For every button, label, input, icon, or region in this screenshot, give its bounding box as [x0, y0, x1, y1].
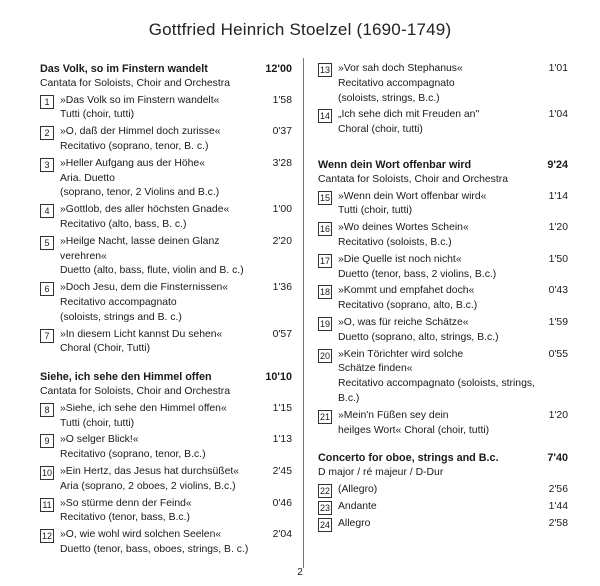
- track-row: [318, 62, 568, 106]
- track-description: Duetto (soprano, alto, strings, B.c.): [338, 331, 499, 343]
- track-body: [60, 433, 292, 463]
- track-body: [338, 221, 568, 251]
- track-body: [338, 108, 568, 138]
- track-duration: 1'36: [272, 282, 292, 294]
- track-duration: 1'59: [548, 316, 568, 328]
- track-row: [40, 402, 292, 432]
- track-row: [40, 94, 292, 124]
- track-body: [60, 528, 292, 558]
- track-line: [60, 94, 292, 109]
- track-number: 16: [319, 224, 330, 235]
- track-description: Recitativo accompagnato: [338, 77, 455, 89]
- track-duration: 1'50: [548, 253, 568, 265]
- page-title: Gottfried Heinrich Stoelzel (1690-1749): [148, 20, 452, 39]
- track-title: »O, wie wohl wird solchen Seelen«: [60, 529, 222, 541]
- track-description: Recitativo (soprano, alto, B.c.): [338, 300, 478, 312]
- track-row: [40, 203, 292, 233]
- track-row: [40, 157, 292, 201]
- track-duration: 2'45: [272, 465, 292, 477]
- track-title: »Ein Hertz, das Jesus hat durchsüßet«: [60, 465, 240, 477]
- track-line: [338, 500, 568, 515]
- track-title: »Vor sah doch Stephanus«: [338, 63, 463, 74]
- track-title: »Wenn dein Wort offenbar wird«: [338, 190, 487, 202]
- work-block: [40, 62, 292, 357]
- track-number: 1: [40, 95, 54, 109]
- track-line: [338, 221, 568, 236]
- track-number: 19: [319, 318, 330, 329]
- track-body: [338, 500, 568, 515]
- track-number: 22: [319, 485, 330, 496]
- track-row: [40, 125, 292, 155]
- track-number: 24: [319, 519, 330, 530]
- track-duration: 1'15: [272, 402, 292, 414]
- track-number: 11: [40, 498, 54, 512]
- track-body: [60, 235, 292, 279]
- track-line: [60, 328, 292, 343]
- track-number: 23: [319, 502, 330, 513]
- track-title: »Kommt und empfahet doch«: [338, 285, 475, 297]
- track-body: [60, 281, 292, 325]
- track-duration: 1'00: [272, 204, 292, 216]
- track-title: »Mein'n Füßen sey dein: [338, 409, 449, 421]
- track-description: Duetto (tenor, bass, 2 violins, B.c.): [338, 268, 497, 280]
- track-title: »So stürme denn der Feind«: [60, 497, 192, 509]
- work-heading: [40, 62, 292, 77]
- track-line: [60, 528, 292, 543]
- track-line: [60, 235, 292, 250]
- track-line: [60, 433, 292, 448]
- work-duration: 7'40: [547, 452, 568, 465]
- work-block: [40, 370, 292, 558]
- track-duration: 2'20: [272, 235, 292, 247]
- track-duration: 2'56: [548, 483, 568, 495]
- track-duration: 1'20: [548, 409, 568, 421]
- track-description: Recitativo accompagnato (soloists, strings,: [338, 378, 535, 390]
- track-number: 4: [40, 204, 54, 218]
- track-duration: 1'04: [548, 109, 568, 121]
- track-body: [60, 125, 292, 155]
- track-number: 8: [40, 403, 54, 417]
- work-subtitle: D major / ré majeur / D-Dur: [318, 467, 444, 479]
- track-row: [318, 348, 568, 407]
- track-body: [338, 409, 568, 439]
- track-line: [338, 253, 568, 268]
- track-description: (soloists, strings and B. c.): [60, 311, 182, 323]
- track-title: (Allegro): [338, 483, 378, 495]
- track-description: Recitativo (soprano, tenor, B.c.): [60, 449, 206, 461]
- track-description: Recitativo accompagnato: [60, 296, 177, 308]
- track-line: [338, 316, 568, 331]
- track-line: [338, 517, 568, 532]
- track-duration: 0'43: [548, 285, 568, 297]
- track-number: 13: [319, 65, 330, 75]
- track-line: [60, 157, 292, 172]
- track-description: (soloists, strings, B.c.): [338, 92, 440, 104]
- track-body: [60, 328, 292, 358]
- track-description: B.c.): [338, 392, 360, 404]
- track-number: 15: [319, 192, 330, 203]
- track-title: »Heller Aufgang aus der Höhe«: [60, 157, 205, 169]
- track-row: [40, 528, 292, 558]
- track-row: [318, 108, 568, 138]
- work-heading: [318, 158, 568, 173]
- work-subtitle: Cantata for Soloists, Choir and Orchestra: [318, 173, 509, 185]
- track-number: 21: [319, 411, 330, 422]
- track-description: Choral (choir, tutti): [338, 124, 423, 136]
- track-row: [318, 316, 568, 346]
- track-description: Tutti (choir, tutti): [60, 417, 135, 429]
- track-row: [40, 433, 292, 463]
- track-number: 6: [40, 282, 54, 296]
- track-duration: 1'14: [548, 190, 568, 202]
- work-subtitle: Cantata for Soloists, Choir and Orchestra: [40, 77, 231, 89]
- track-title: »In diesem Licht kannst Du sehen«: [60, 328, 223, 340]
- track-row: [318, 483, 568, 498]
- page-number: 2: [297, 567, 303, 578]
- track-duration: 0'57: [272, 328, 292, 340]
- work-title: Das Volk, so im Finstern wandelt: [40, 63, 208, 75]
- work-title: Wenn dein Wort offenbar wird: [318, 158, 472, 171]
- track-number: 12: [41, 531, 52, 542]
- track-body: [338, 284, 568, 314]
- track-duration: 1'58: [272, 94, 292, 106]
- track-description: Tutti (choir, tutti): [338, 205, 413, 217]
- track-title: Allegro: [338, 517, 371, 529]
- work-heading: [40, 370, 292, 385]
- track-number: 9: [40, 434, 54, 448]
- track-title: »Doch Jesu, dem die Finsternissen«: [60, 282, 229, 294]
- track-line: [338, 62, 568, 77]
- right-column: [318, 62, 568, 545]
- track-line: [60, 125, 292, 140]
- track-title: »Die Quelle ist noch nicht«: [338, 253, 462, 265]
- track-body: [338, 62, 568, 106]
- track-row: [318, 409, 568, 439]
- track-title: „Ich sehe dich mit Freuden an": [338, 109, 480, 121]
- track-body: [60, 94, 292, 124]
- track-duration: 1'13: [272, 434, 292, 446]
- track-description: Recitativo (tenor, bass, B.c.): [60, 512, 190, 524]
- track-body: [338, 348, 568, 407]
- track-row: [318, 517, 568, 532]
- track-duration: 1'44: [548, 500, 568, 512]
- track-line: [338, 348, 568, 363]
- track-body: [60, 402, 292, 432]
- track-body: [338, 483, 568, 498]
- work-subtitle: Cantata for Soloists, Choir and Orchestra: [40, 385, 231, 397]
- track-line: [60, 402, 292, 417]
- column-divider: [303, 58, 304, 568]
- track-description: Recitativo (soprano, tenor, B. c.): [60, 140, 209, 152]
- track-row: [318, 500, 568, 515]
- track-description: verehren«: [60, 250, 107, 262]
- track-title: »Heilge Nacht, lasse deinen Glanz: [60, 235, 220, 247]
- track-title: »O, daß der Himmel doch zurisse«: [60, 126, 221, 138]
- track-description: Recitativo (soloists, B.c.): [338, 236, 452, 248]
- track-line: [60, 465, 292, 480]
- track-title: »Siehe, ich sehe den Himmel offen«: [60, 402, 227, 414]
- track-description: (soprano, tenor, 2 Violins and B.c.): [60, 187, 220, 199]
- work-heading: [318, 451, 568, 466]
- track-description: Aria. Duetto: [60, 172, 115, 184]
- track-number: 2: [40, 126, 54, 140]
- track-body: [338, 316, 568, 346]
- track-title: »O, was für reiche Schätze«: [338, 316, 469, 328]
- track-row: [40, 235, 292, 279]
- track-description: Recitativo (alto, bass, B. c.): [60, 218, 187, 230]
- work-title: Concerto for oboe, strings and B.c.: [318, 452, 499, 465]
- work-duration: 10'10: [265, 371, 292, 384]
- track-line: [60, 281, 292, 296]
- track-row: [40, 328, 292, 358]
- track-title: »Das Volk so im Finstern wandelt«: [60, 94, 220, 106]
- track-number: 14: [319, 111, 330, 122]
- track-number: 10: [41, 467, 52, 478]
- track-row: [318, 221, 568, 251]
- track-title: »Gottlob, des aller höchsten Gnade«: [60, 204, 230, 216]
- track-description: Schätze finden«: [338, 363, 413, 375]
- track-row: [318, 253, 568, 283]
- track-body: [60, 497, 292, 527]
- track-row: [40, 465, 292, 495]
- track-body: [338, 190, 568, 220]
- track-duration: 0'37: [272, 126, 292, 138]
- track-line: [338, 190, 568, 205]
- track-line: [60, 203, 292, 218]
- track-description: Duetto (alto, bass, flute, violin and B. c.): [60, 265, 244, 277]
- track-line: [60, 497, 292, 512]
- track-body: [338, 253, 568, 283]
- track-duration: 1'20: [548, 222, 568, 234]
- track-duration: 1'01: [548, 63, 568, 74]
- track-duration: 2'58: [548, 517, 568, 529]
- track-description: Choral (Choir, Tutti): [60, 343, 151, 355]
- track-number: 5: [40, 236, 54, 250]
- work-block: [318, 158, 568, 438]
- track-row: [318, 190, 568, 220]
- track-body: [60, 157, 292, 201]
- track-line: [338, 409, 568, 424]
- track-duration: 3'28: [272, 157, 292, 169]
- track-description: Duetto (tenor, bass, oboes, strings, B. c.): [60, 543, 249, 555]
- track-description: Tutti (choir, tutti): [60, 109, 135, 121]
- track-duration: 0'46: [272, 497, 292, 509]
- track-number: 20: [319, 350, 330, 361]
- track-description: Aria (soprano, 2 oboes, 2 violins, B.c.): [60, 480, 236, 492]
- continued-tracks: [318, 62, 568, 138]
- work-block: [318, 451, 568, 532]
- track-line: [338, 108, 568, 123]
- track-title: »Wo deines Wortes Schein«: [338, 222, 469, 234]
- track-title: »Kein Törichter wird solche: [338, 348, 464, 360]
- work-title: Siehe, ich sehe den Himmel offen: [40, 371, 212, 384]
- track-row: [40, 497, 292, 527]
- track-line: [338, 483, 568, 498]
- track-number: 3: [40, 158, 54, 172]
- track-row: [318, 284, 568, 314]
- track-body: [60, 203, 292, 233]
- track-number: 7: [40, 329, 54, 343]
- track-number: 17: [319, 255, 330, 266]
- track-row: [40, 281, 292, 325]
- track-duration: 0'55: [548, 348, 568, 360]
- work-duration: 9'24: [547, 158, 568, 171]
- track-number: 18: [319, 287, 330, 298]
- track-body: [60, 465, 292, 495]
- track-description: heilges Wort« Choral (choir, tutti): [338, 424, 490, 436]
- work-duration: 12'00: [265, 63, 292, 75]
- track-title: »O selger Blick!«: [60, 434, 139, 446]
- track-body: [338, 517, 568, 532]
- track-line: [338, 284, 568, 299]
- track-duration: 2'04: [272, 529, 292, 541]
- track-title: Andante: [338, 500, 377, 512]
- left-column: [40, 62, 292, 571]
